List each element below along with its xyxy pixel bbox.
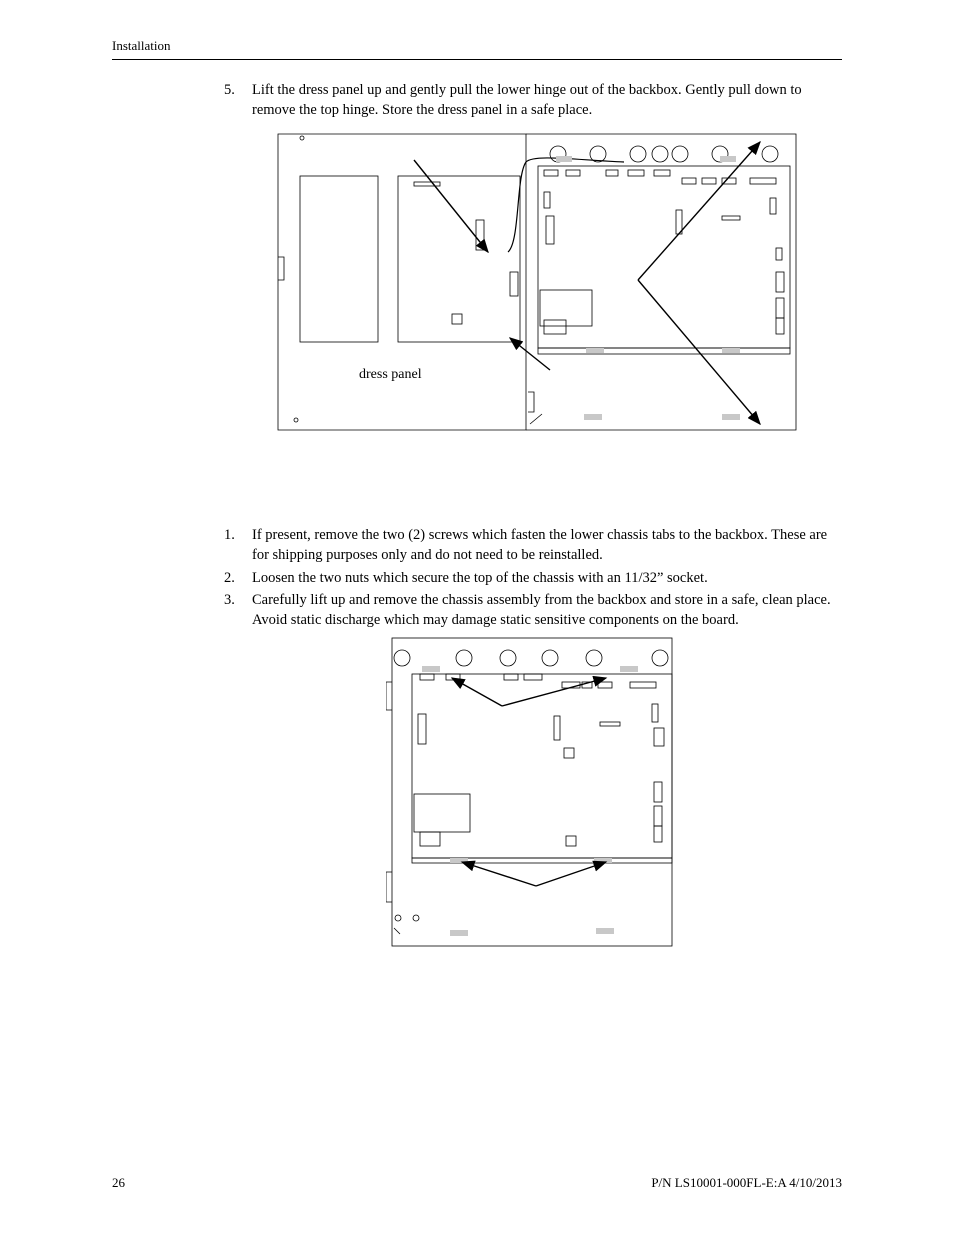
step-text: Lift the dress panel up and gently pull the lower hinge out of the backbox. Gently pull down to remove the top hinge. Store the dress panel in a safe place. xyxy=(252,82,802,118)
document-id: P/N LS10001-000FL-E:A 4/10/2013 xyxy=(651,1175,842,1190)
header-rule xyxy=(112,59,842,60)
step-text: Loosen the two nuts which secure the top of the chassis with an 11/32” socket. xyxy=(252,570,708,586)
step-number: 2. xyxy=(224,570,235,586)
step-number: 5. xyxy=(224,82,235,98)
step-text: Carefully lift up and remove the chassis assembly from the backbox and store in a safe, clean place. Avoid static discharge which may damage static sensitive components on the board. xyxy=(252,592,831,628)
figure-chassis-removal xyxy=(386,636,676,950)
step-text: If present, remove the two (2) screws which fasten the lower chassis tabs to the backbox. These are for shipping purposes only and do not need to be reinstalled. xyxy=(252,527,828,563)
running-header: Installation xyxy=(112,38,171,53)
figure-dress-panel-removal xyxy=(276,132,798,434)
step-number: 3. xyxy=(224,592,235,608)
step-number: 1. xyxy=(224,527,235,543)
dress-panel-label: dress panel xyxy=(359,367,422,382)
page-number: 26 xyxy=(112,1175,125,1190)
